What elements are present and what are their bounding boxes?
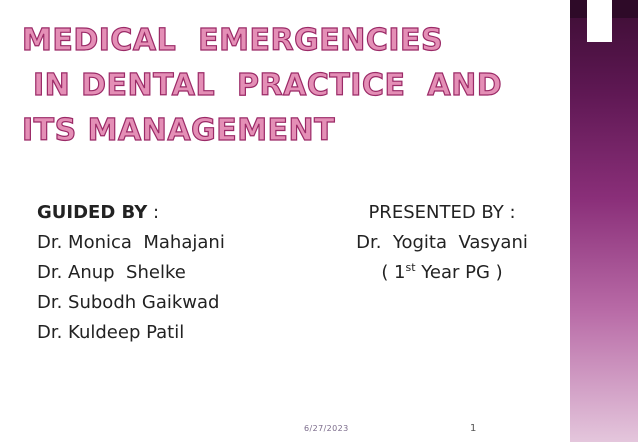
footer-date: 6/27/2023 xyxy=(304,424,349,433)
guided-by-section xyxy=(37,198,307,348)
title-line-3: ITS MANAGEMENT xyxy=(22,113,336,148)
guided-by-heading-line xyxy=(37,198,307,228)
title-line-1: MEDICAL EMERGENCIES xyxy=(22,23,444,58)
presented-by-heading: PRESENTED BY : xyxy=(368,202,516,223)
title-line-2: IN DENTAL PRACTICE AND xyxy=(22,68,503,103)
presenter-year-ordinal: st xyxy=(405,261,416,274)
presenter-name: Dr. Yogita Vasyani xyxy=(356,232,528,253)
presenter-year-suffix: Year PG ) xyxy=(415,262,503,283)
guided-by-heading: GUIDED BY xyxy=(37,202,148,223)
slide-title xyxy=(22,18,562,153)
guide-name-2: Dr. Anup Shelke xyxy=(37,262,186,283)
decorative-side-notch xyxy=(587,0,612,42)
presented-by-section xyxy=(307,198,577,288)
guide-name-1: Dr. Monica Mahajani xyxy=(37,232,225,253)
guided-by-colon: : xyxy=(147,202,160,223)
guide-name-4: Dr. Kuldeep Patil xyxy=(37,322,185,343)
presenter-year xyxy=(307,258,577,288)
decorative-side-bar xyxy=(570,0,638,442)
guide-name-3: Dr. Subodh Gaikwad xyxy=(37,292,220,313)
slide-number: 1 xyxy=(470,423,477,434)
presenter-year-prefix: ( 1 xyxy=(381,262,406,283)
